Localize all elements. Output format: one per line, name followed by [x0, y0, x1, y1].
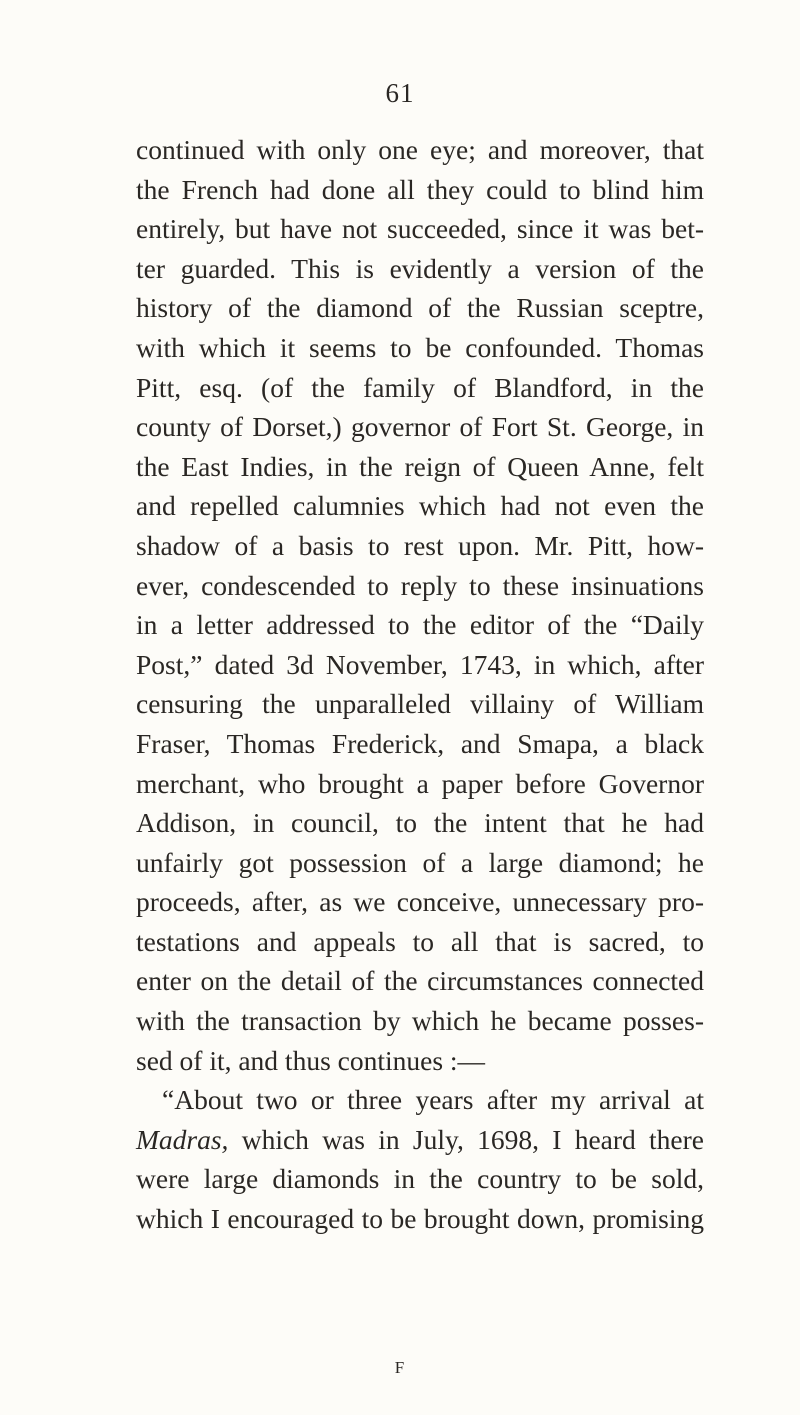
text-line: unfairly got possession of a large diamond; he [136, 846, 704, 878]
text-line: testations and appeals to all that is sacred, to [136, 925, 704, 957]
text-line: Post,” dated 3d November, 1743, in which, after [136, 648, 704, 680]
text-line: proceeds, after, as we conceive, unnecessary pro- [136, 886, 704, 918]
body-text [136, 130, 704, 1239]
text-line: with which it seems to be confounded. Thomas [136, 331, 704, 363]
text-line: with the transaction by which he became posses- [136, 1005, 704, 1037]
text-line: Fraser, Thomas Frederick, and Smapa, a black [136, 727, 704, 759]
text-line: the East Indies, in the reign of Queen Anne, felt [136, 450, 704, 482]
text-line: ever, condescended to reply to these insinuations [136, 569, 704, 601]
italic-place-name: Madras, [136, 1123, 229, 1155]
text-line: history of the diamond of the Russian sceptre, [136, 292, 704, 324]
text-line: were large diamonds in the country to be sold, [136, 1163, 704, 1195]
text-line-rest: which was in July, 1698, I heard there [228, 1123, 704, 1155]
text-line-madras [136, 1120, 704, 1160]
text-line: Pitt, esq. (of the family of Blandford, in the [136, 371, 704, 403]
text-line: continued with only one eye; and moreover, that [136, 134, 704, 165]
text-line: enter on the detail of the circumstances connected [136, 965, 704, 997]
text-line: and repelled calumnies which had not even the [136, 490, 704, 522]
text-line: which I encouraged to be brought down, promising [136, 1203, 704, 1235]
text-line: in a letter addressed to the editor of the “Daily [136, 609, 704, 641]
text-line: Addison, in council, to the intent that he had [136, 807, 704, 839]
text-line-quote-start: “About two or three years after my arrival at [162, 1084, 704, 1116]
page-number: 61 [385, 78, 415, 108]
text-line: county of Dorset,) governor of Fort St. George, in [136, 411, 704, 443]
text-line: ter guarded. This is evidently a version of the [136, 252, 704, 284]
text-line: sed of it, and thus continues :— [136, 1044, 486, 1076]
text-line: censuring the unparalleled villainy of William [136, 688, 704, 720]
text-line: shadow of a basis to rest upon. Mr. Pitt, how- [136, 529, 704, 561]
text-line: the French had done all they could to blind him [136, 173, 704, 205]
text-line: merchant, who brought a paper before Governor [136, 767, 704, 799]
text-line: entirely, but have not succeeded, since it was bet- [136, 213, 704, 245]
signature-mark: F [394, 1358, 406, 1377]
